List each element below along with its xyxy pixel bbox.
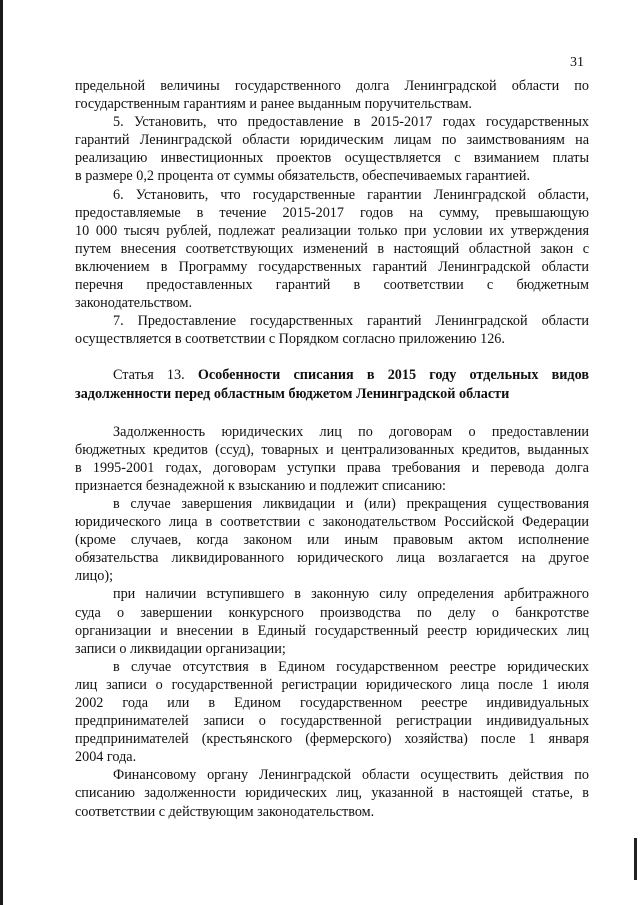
text-line: в размере 0,2 процента от суммы обязательств, обеспечиваемых гарантией. [75, 168, 530, 185]
text-line: при наличии вступившего в законную силу определения арбитражного [113, 586, 589, 603]
text-line: 6. Установить, что государственные гарантии Ленинградской области, [113, 186, 589, 203]
text-line: предпринимателей (крестьянского (фермерского) хозяйства) после 1 января [75, 731, 589, 748]
scan-right-mark [634, 838, 637, 880]
paragraph-arbitration [75, 585, 589, 657]
paragraph-item-5 [75, 113, 589, 185]
document-body [75, 77, 589, 821]
spacer [75, 403, 589, 423]
text-line: включением в Программу государственных гарантий Ленинградской области [75, 258, 589, 275]
text-line: списанию задолженности юридических лиц, указанной в настоящей статье, в [75, 785, 589, 802]
article-heading [75, 366, 589, 402]
text-line: осуществляется в соответствии с Порядком согласно приложению 126. [75, 331, 505, 348]
paragraph-debt [75, 423, 589, 495]
text-line: признается безнадежной к взысканию и подлежит списанию: [75, 477, 446, 494]
text-line: суда о завершении конкурсного производства по делу о банкротстве [75, 604, 589, 621]
article-title-part2: задолженности перед областным бюджетом Ленинградской области [75, 385, 510, 402]
text-line: Задолженность юридических лиц по договорам о предоставлении [113, 423, 589, 440]
spacer [75, 348, 589, 366]
text-line: в случае отсутствия в Едином государственном реестре юридических [113, 658, 589, 675]
paragraph-item-6 [75, 186, 589, 313]
text-line: организации и внесении в Единый государственный реестр юридических лиц [75, 622, 589, 639]
text-line: 10 000 тысяч рублей, подлежат реализации только при условии их утверждения [75, 222, 589, 239]
text-line: обязательства ликвидированного юридического лица возлагается на другое [75, 550, 589, 567]
text-line: бюджетных кредитов (ссуд), товарных и централизованных кредитов, выданных [75, 441, 589, 458]
text-line: лиц записи о государственной регистрации юридического лица после 1 июля [75, 676, 589, 693]
text-line: предпринимателей записи о государственной регистрации индивидуальных [75, 713, 589, 730]
text-line: законодательством. [75, 295, 193, 312]
text-line: 7. Предоставление государственных гарантий Ленинградской области [113, 313, 589, 330]
paragraph-liquidation [75, 495, 589, 585]
text-line: записи о ликвидации организации; [75, 640, 286, 657]
text-line: Финансовому органу Ленинградской области осуществить действия по [113, 767, 589, 784]
paragraph-registry [75, 658, 589, 767]
text-line: в 1995-2001 годах, договорам уступки права требования и перевода долга [75, 459, 589, 476]
scan-left-edge [0, 0, 3, 905]
text-line: юридического лица в соответствии с законодательством Российской Федерации [75, 514, 589, 531]
page-number: 31 [570, 55, 584, 70]
text-line: реализацию инвестиционных проектов осуществляется с взиманием платы [75, 150, 589, 167]
text-line: предельной величины государственного долга Ленинградской области по [75, 78, 589, 94]
text-line: путем внесения соответствующих изменений в настоящий областной закон с [75, 240, 589, 257]
text-line: предоставляемые в течение 2015-2017 годов на сумму, превышающую [75, 204, 589, 221]
paragraph-item-7 [75, 312, 589, 348]
text-line: 2004 года. [75, 749, 137, 766]
article-heading-line1 [75, 366, 589, 384]
text-line: лицо); [75, 568, 114, 585]
text-line: соответствии с действующим законодательством. [75, 803, 375, 820]
article-title-part1: Особенности списания в 2015 году отдельных видов [197, 367, 589, 384]
article-number: Статья 13. [113, 367, 198, 384]
text-line: перечня предоставленных гарантий в соответствии с бюджетным [75, 277, 589, 294]
paragraph-finance-body [75, 766, 589, 820]
text-line: в случае завершения ликвидации и (или) прекращения существования [113, 495, 589, 512]
text-line: (кроме случаев, когда законом или иным правовым актом исполнение [75, 532, 589, 549]
text-line: 5. Установить, что предоставление в 2015-2017 годах государственных [113, 114, 589, 131]
text-line: гарантий Ленинградской области юридическим лицам по заимствованиям на [75, 132, 589, 149]
text-line: 2002 года или в Едином государственном реестре индивидуальных [75, 695, 589, 711]
text-line: государственным гарантиям и ранее выданным поручительствам. [75, 96, 472, 113]
paragraph-continuation [75, 77, 589, 113]
